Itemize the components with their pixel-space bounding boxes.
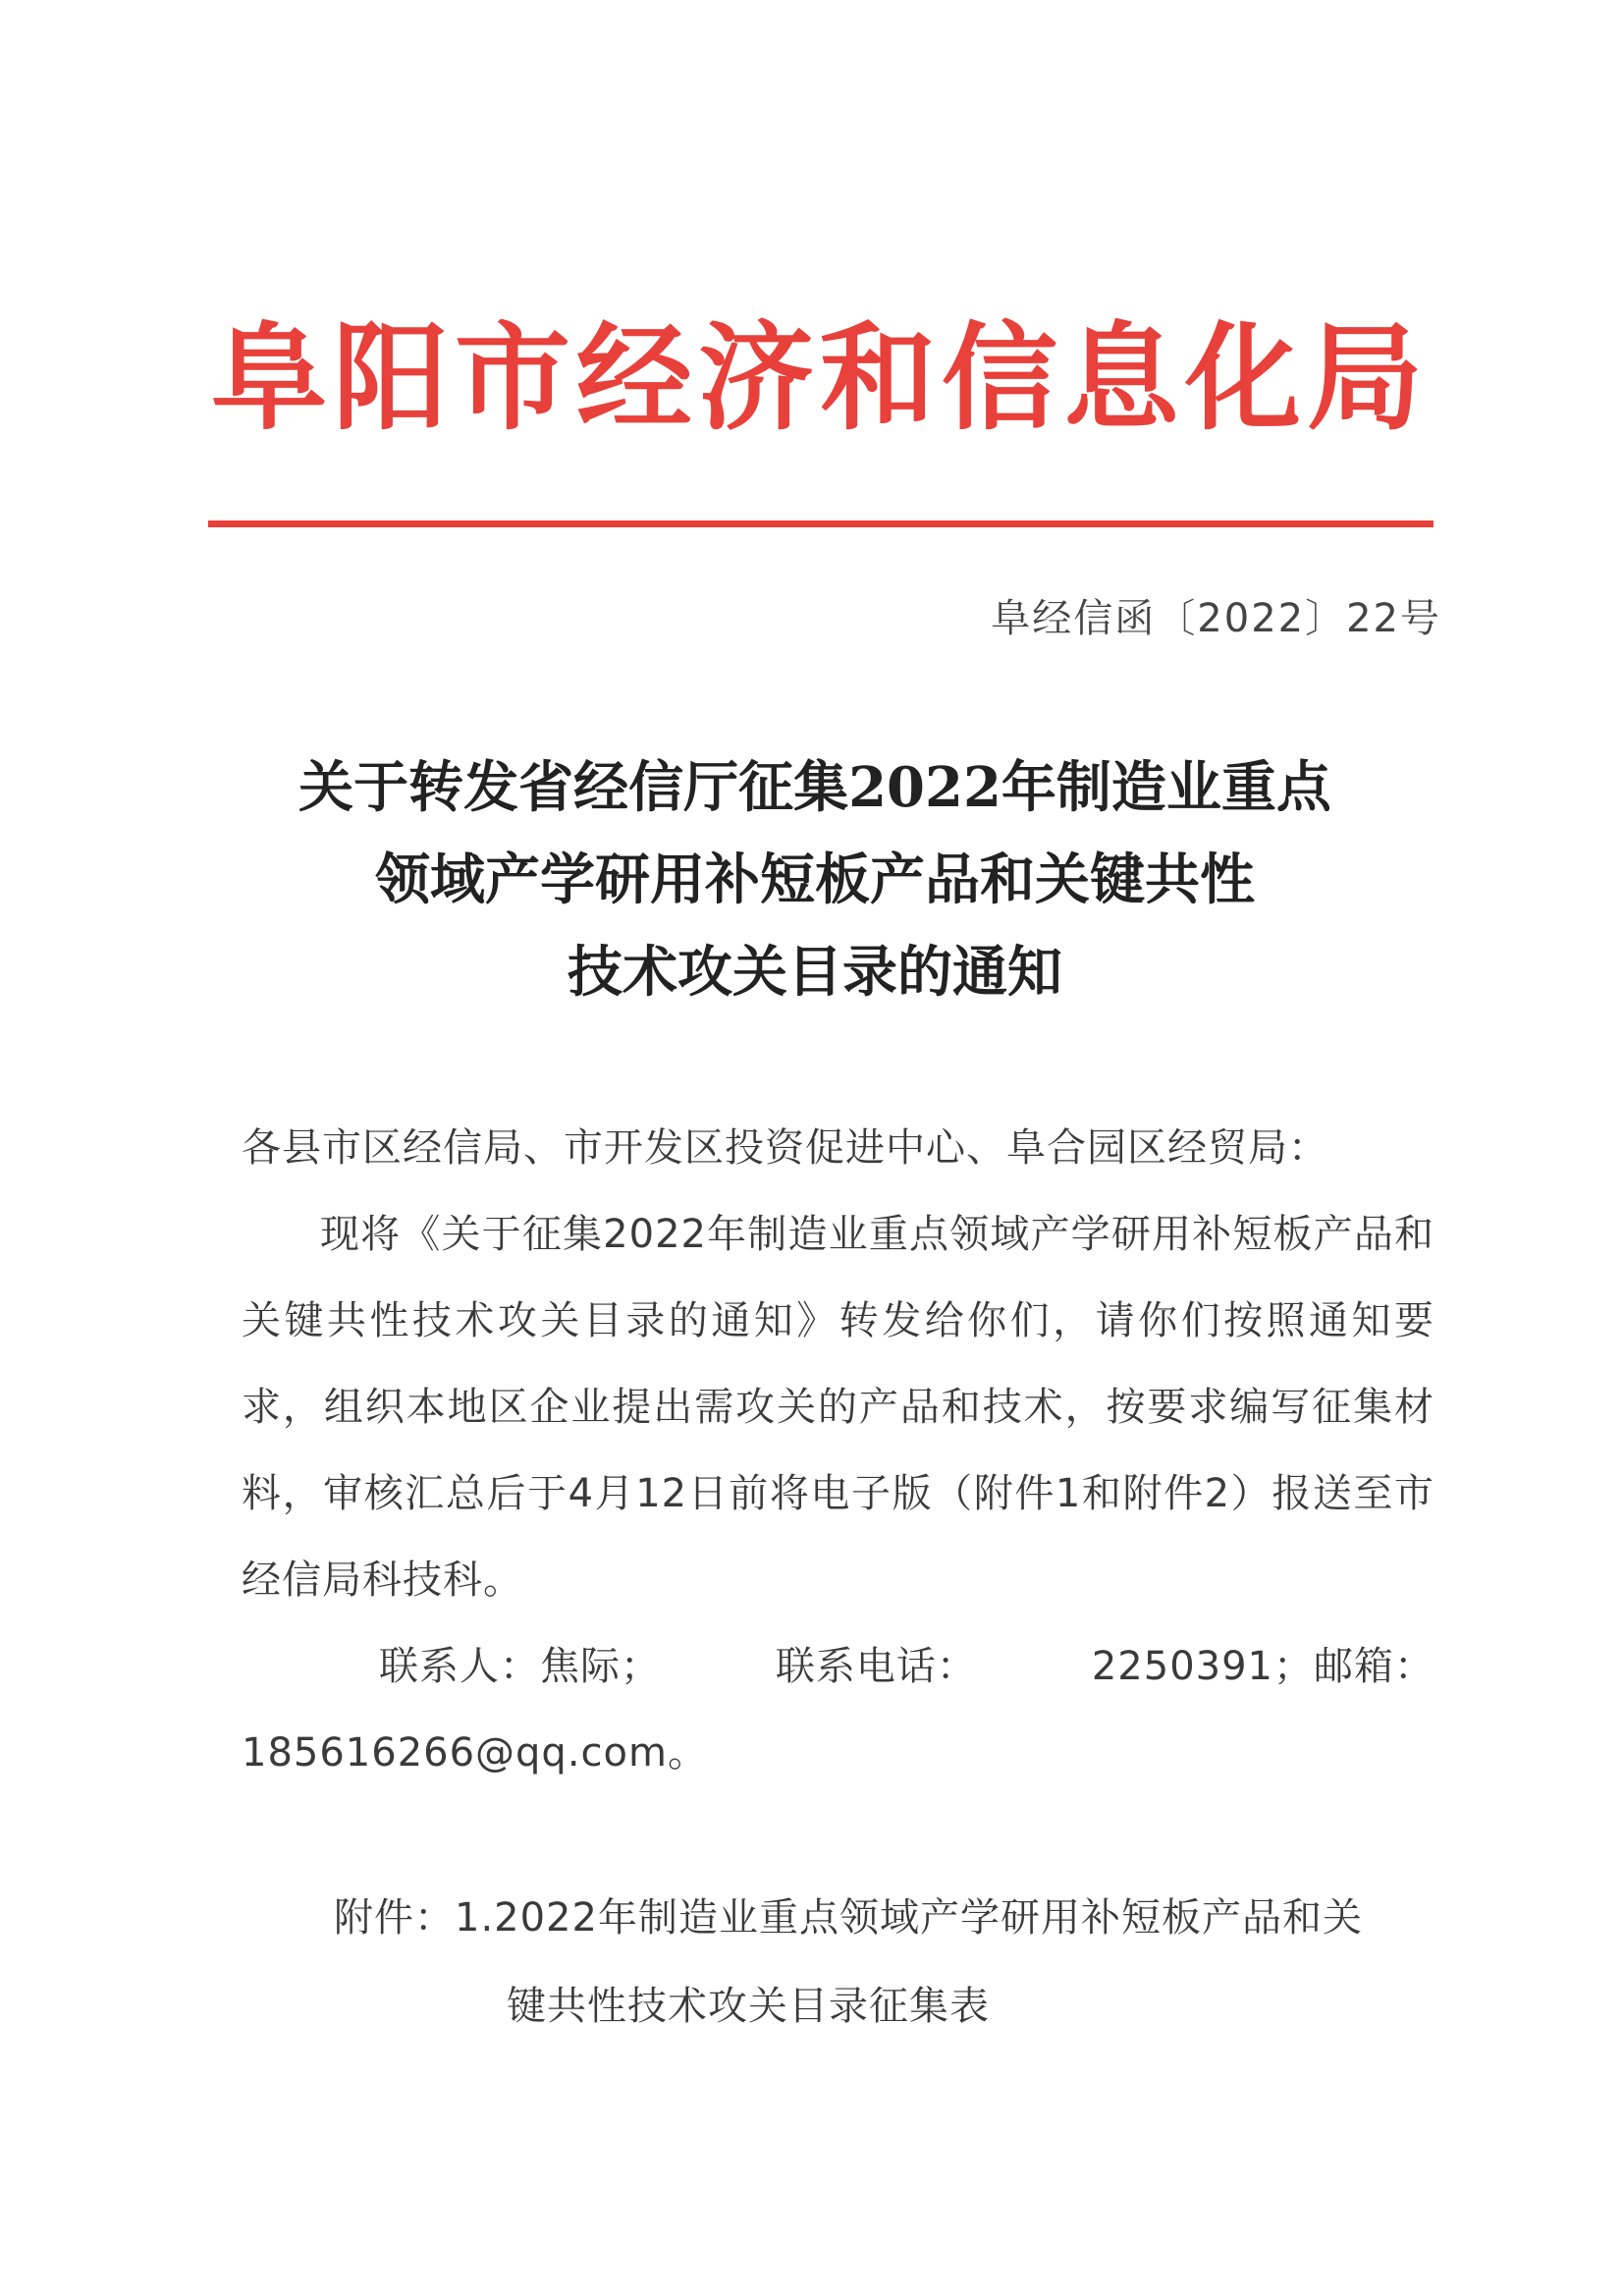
contact-person: 联系人：焦际； [379, 1644, 661, 1689]
document-body [242, 1105, 1434, 1796]
title-line-1: 关于转发省经信厅征集2022年制造业重点 [298, 755, 1331, 820]
contact-phone-email-label: 2250391；邮箱： [1091, 1644, 1434, 1689]
issuing-authority-header: 阜阳市经济和信息化局 [210, 309, 1429, 446]
attachment-line-2: 键共性技术攻关目录征集表 [507, 1984, 990, 2029]
title-line-2: 领域产学研用补短板产品和关键共性 [375, 847, 1255, 912]
document-number: 阜经信函〔2022〕22号 [991, 596, 1441, 641]
salutation: 各县市区经信局、市开发区投资促进中心、阜合园区经贸局： [242, 1125, 1328, 1171]
contact-line [242, 1623, 1434, 1710]
document-title [226, 741, 1404, 1018]
header-red-rule [208, 520, 1434, 527]
attachment-line-1: 附件：1.2022年制造业重点领域产学研用补短板产品和关 [334, 1895, 1363, 1941]
contact-phone-label: 联系电话： [775, 1644, 977, 1689]
contact-email: 185616266@qq.com。 [242, 1730, 708, 1776]
body-paragraph: 现将《关于征集2022年制造业重点领域产学研用补短板产品和关键共性技术攻关目录的通知》转发给你们，请你们按照通知要求，组织本地区企业提出需攻关的产品和技术，按要求编写征集材料，审核汇总后于4月12日前将电子版（附件1和附件2）报送至市经信局科技科。 [242, 1212, 1434, 1603]
attachment-list [334, 1874, 1443, 2050]
title-line-3: 技术攻关目录的通知 [568, 940, 1062, 1005]
